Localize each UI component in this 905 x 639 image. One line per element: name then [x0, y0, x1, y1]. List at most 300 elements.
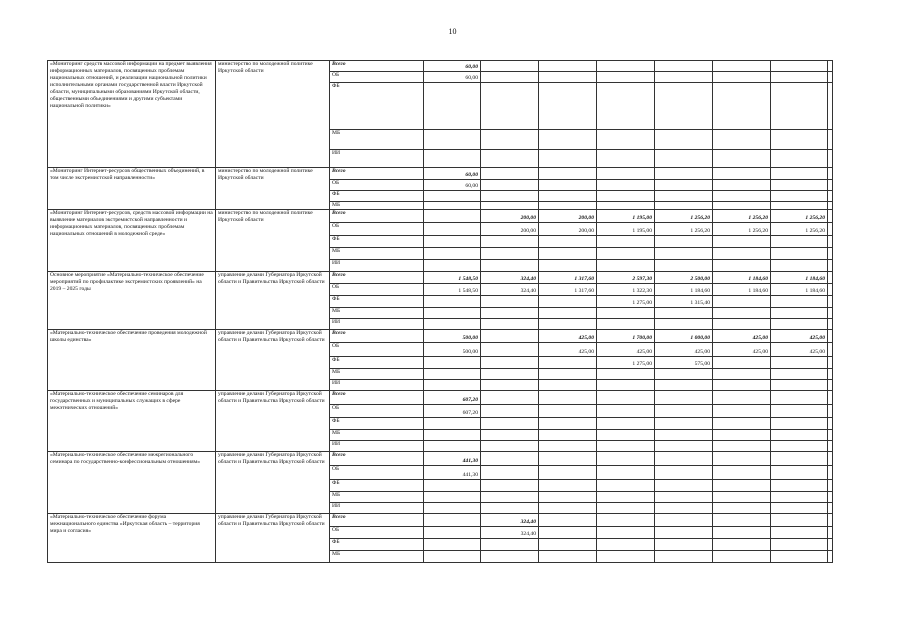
amount-cell: 1 256,20 — [771, 210, 828, 223]
funding-source: ОБ — [330, 466, 424, 480]
amount-cell — [655, 452, 713, 466]
funding-source: МБ — [330, 492, 424, 503]
funding-source: МБ — [330, 130, 424, 150]
amount-cell — [828, 236, 833, 248]
amount-cell — [597, 180, 655, 191]
activity-name: «Материально-техническое обеспечение проведения молодежной школы единства» — [48, 330, 216, 391]
responsible-org: управление делами Губернатора Иркутской области и Правительства Иркутской области — [216, 391, 330, 452]
amount-cell: 1 184,60 — [655, 284, 713, 296]
amount-cell — [539, 480, 597, 492]
amount-cell — [424, 236, 481, 248]
funding-source: Всего — [330, 514, 424, 527]
amount-cell — [539, 503, 597, 514]
amount-cell — [713, 296, 771, 308]
amount-cell — [539, 248, 597, 260]
amount-cell — [713, 260, 771, 272]
amount-cell: 1 195,00 — [597, 210, 655, 223]
amount-cell — [481, 380, 539, 391]
activity-name: Основное мероприятие «Материально-техническое обеспечение мероприятий по профилактике экстремистских проявлений» на 2019 – 2025 годы — [48, 272, 216, 330]
amount-cell — [655, 430, 713, 441]
amount-cell — [481, 236, 539, 248]
amount-cell: 1 184,60 — [713, 284, 771, 296]
amount-cell — [539, 539, 597, 551]
amount-cell — [771, 319, 828, 330]
amount-cell — [828, 272, 833, 284]
amount-cell — [481, 191, 539, 202]
amount-cell — [597, 480, 655, 492]
amount-cell — [771, 168, 828, 180]
amount-cell — [597, 418, 655, 430]
amount-cell — [771, 551, 828, 563]
funding-source: ФБ — [330, 191, 424, 202]
amount-cell — [828, 260, 833, 272]
amount-cell — [481, 150, 539, 168]
amount-cell: 60,00 — [424, 72, 481, 83]
amount-cell — [481, 83, 539, 130]
funding-source: МБ — [330, 308, 424, 319]
amount-cell: 607,20 — [424, 391, 481, 405]
amount-cell: 1 548,50 — [424, 284, 481, 296]
amount-cell — [655, 391, 713, 405]
amount-cell: 200,00 — [481, 223, 539, 236]
amount-cell — [771, 308, 828, 319]
amount-cell — [481, 260, 539, 272]
activity-name: «Мониторинг средств массовой информации на предмет выявления информационных материалов, посвященных проблемам национальных отношений, и реализации национальной политики исполнительными органами государственной власти Иркутской области, муниципальными образованиями Иркутской области, общественными объединениями и другими субъектами национальной политики» — [48, 61, 216, 168]
amount-cell — [828, 330, 833, 343]
page-number: 10 — [448, 27, 457, 36]
amount-cell — [481, 180, 539, 191]
amount-cell — [481, 391, 539, 405]
funding-source: ОБ — [330, 72, 424, 83]
amount-cell: 425,00 — [539, 343, 597, 357]
amount-cell — [481, 430, 539, 441]
amount-cell — [424, 130, 481, 150]
amount-cell — [828, 83, 833, 130]
amount-cell — [424, 308, 481, 319]
amount-cell — [481, 168, 539, 180]
funding-source: Всего — [330, 210, 424, 223]
amount-cell — [771, 452, 828, 466]
amount-cell — [771, 405, 828, 418]
amount-cell — [481, 369, 539, 380]
amount-cell: 441,30 — [424, 466, 481, 480]
amount-cell — [713, 441, 771, 452]
amount-cell — [597, 514, 655, 527]
amount-cell — [771, 180, 828, 191]
amount-cell — [597, 391, 655, 405]
amount-cell — [655, 369, 713, 380]
amount-cell — [424, 319, 481, 330]
amount-cell — [828, 72, 833, 83]
amount-cell — [655, 319, 713, 330]
amount-cell — [655, 260, 713, 272]
amount-cell — [655, 202, 713, 210]
amount-cell — [539, 514, 597, 527]
amount-cell — [424, 150, 481, 168]
amount-cell — [771, 130, 828, 150]
amount-cell — [713, 466, 771, 480]
activity-name: «Материально-техническое обеспечение семинаров для государственных и муниципальных служащих в сфере межэтнических отношений» — [48, 391, 216, 452]
funding-source: ФБ — [330, 480, 424, 492]
amount-cell — [424, 503, 481, 514]
amount-cell — [771, 369, 828, 380]
funding-source: ИИ — [330, 503, 424, 514]
funding-source: Всего — [330, 61, 424, 72]
amount-cell: 1 700,00 — [597, 330, 655, 343]
amount-cell — [713, 380, 771, 391]
table-row — [48, 168, 833, 180]
amount-cell — [771, 514, 828, 527]
amount-cell — [828, 527, 833, 539]
amount-cell — [597, 452, 655, 466]
amount-cell — [597, 83, 655, 130]
amount-cell: 1 275,00 — [597, 296, 655, 308]
amount-cell — [771, 296, 828, 308]
table-row — [48, 391, 833, 405]
amount-cell — [828, 369, 833, 380]
amount-cell — [481, 503, 539, 514]
funding-source: Всего — [330, 452, 424, 466]
amount-cell — [597, 405, 655, 418]
funding-source: Всего — [330, 272, 424, 284]
funding-source: Всего — [330, 391, 424, 405]
amount-cell — [539, 452, 597, 466]
amount-cell: 441,30 — [424, 452, 481, 466]
amount-cell: 324,40 — [481, 272, 539, 284]
amount-cell — [828, 466, 833, 480]
table-row — [48, 514, 833, 527]
amount-cell: 425,00 — [771, 330, 828, 343]
amount-cell — [539, 430, 597, 441]
table-row — [48, 330, 833, 343]
funding-source: ФБ — [330, 539, 424, 551]
responsible-org: управление делами Губернатора Иркутской области и Правительства Иркутской области — [216, 514, 330, 563]
amount-cell: 1 548,50 — [424, 272, 481, 284]
amount-cell — [771, 418, 828, 430]
amount-cell — [481, 319, 539, 330]
funding-source: ОБ — [330, 180, 424, 191]
funding-source: ИИ — [330, 260, 424, 272]
amount-cell: 425,00 — [713, 330, 771, 343]
amount-cell — [713, 369, 771, 380]
amount-cell — [424, 369, 481, 380]
amount-cell — [655, 492, 713, 503]
amount-cell — [424, 223, 481, 236]
amount-cell — [424, 296, 481, 308]
amount-cell — [481, 296, 539, 308]
amount-cell: 1 256,20 — [713, 223, 771, 236]
amount-cell: 60,00 — [424, 61, 481, 72]
amount-cell — [597, 130, 655, 150]
amount-cell — [424, 380, 481, 391]
amount-cell — [655, 61, 713, 72]
amount-cell — [481, 72, 539, 83]
amount-cell — [424, 191, 481, 202]
budget-table — [47, 60, 833, 563]
amount-cell — [424, 202, 481, 210]
amount-cell — [713, 130, 771, 150]
amount-cell: 575,00 — [655, 357, 713, 369]
amount-cell — [655, 466, 713, 480]
amount-cell: 1 275,00 — [597, 357, 655, 369]
amount-cell — [655, 503, 713, 514]
amount-cell — [539, 492, 597, 503]
amount-cell — [481, 480, 539, 492]
amount-cell — [713, 391, 771, 405]
amount-cell — [655, 150, 713, 168]
funding-source: ФБ — [330, 296, 424, 308]
amount-cell — [597, 168, 655, 180]
amount-cell — [828, 357, 833, 369]
amount-cell — [828, 539, 833, 551]
amount-cell — [597, 369, 655, 380]
amount-cell — [655, 539, 713, 551]
amount-cell — [539, 391, 597, 405]
amount-cell: 1 256,20 — [771, 223, 828, 236]
amount-cell — [828, 61, 833, 72]
amount-cell: 500,00 — [424, 343, 481, 357]
amount-cell — [771, 248, 828, 260]
amount-cell — [424, 83, 481, 130]
amount-cell — [771, 492, 828, 503]
amount-cell — [655, 130, 713, 150]
amount-cell — [828, 452, 833, 466]
amount-cell — [424, 527, 481, 539]
amount-cell — [481, 308, 539, 319]
amount-cell — [828, 296, 833, 308]
activity-name: «Мониторинг Интернет-ресурсов общественных объединений, в том числе экстремистской направленности» — [48, 168, 216, 210]
amount-cell — [713, 539, 771, 551]
amount-cell — [655, 551, 713, 563]
amount-cell — [655, 441, 713, 452]
amount-cell: 200,00 — [481, 210, 539, 223]
amount-cell — [828, 284, 833, 296]
amount-cell — [597, 466, 655, 480]
amount-cell — [597, 539, 655, 551]
funding-source: МБ — [330, 551, 424, 563]
amount-cell: 1 184,60 — [771, 284, 828, 296]
amount-cell — [771, 441, 828, 452]
amount-cell — [828, 319, 833, 330]
amount-cell: 1 195,00 — [597, 223, 655, 236]
amount-cell — [424, 357, 481, 369]
amount-cell: 1 317,60 — [539, 272, 597, 284]
responsible-org: министерство по молодежной политике Иркутской области — [216, 61, 330, 168]
amount-cell: 1 317,60 — [539, 284, 597, 296]
amount-cell — [597, 61, 655, 72]
amount-cell: 1 256,20 — [655, 210, 713, 223]
amount-cell — [828, 441, 833, 452]
amount-cell — [481, 61, 539, 72]
amount-cell — [713, 480, 771, 492]
funding-source: ОБ — [330, 405, 424, 418]
amount-cell: 425,00 — [713, 343, 771, 357]
amount-cell — [828, 248, 833, 260]
amount-cell — [655, 308, 713, 319]
amount-cell — [828, 430, 833, 441]
amount-cell — [713, 72, 771, 83]
amount-cell: 1 315,40 — [655, 296, 713, 308]
amount-cell — [713, 430, 771, 441]
amount-cell — [597, 503, 655, 514]
amount-cell — [771, 430, 828, 441]
amount-cell — [539, 72, 597, 83]
funding-source: ФБ — [330, 236, 424, 248]
amount-cell: 1 256,20 — [655, 223, 713, 236]
amount-cell — [481, 248, 539, 260]
amount-cell — [655, 83, 713, 130]
amount-cell — [539, 168, 597, 180]
amount-cell — [713, 61, 771, 72]
amount-cell — [771, 539, 828, 551]
amount-cell — [655, 248, 713, 260]
amount-cell — [655, 480, 713, 492]
amount-cell — [597, 380, 655, 391]
funding-source: ФБ — [330, 418, 424, 430]
funding-source: ФБ — [330, 357, 424, 369]
amount-cell: 1 184,60 — [771, 272, 828, 284]
table-row — [48, 61, 833, 72]
responsible-org: управление делами Губернатора Иркутской области и Правительства Иркутской области — [216, 272, 330, 330]
amount-cell: 2 500,00 — [655, 272, 713, 284]
amount-cell — [597, 202, 655, 210]
amount-cell — [481, 330, 539, 343]
activity-name: «Материально-техническое обеспечение форума межнационального единства «Иркутская область – территория мира и согласия» — [48, 514, 216, 563]
amount-cell — [713, 492, 771, 503]
amount-cell — [424, 248, 481, 260]
funding-source: ОБ — [330, 527, 424, 539]
amount-cell — [481, 441, 539, 452]
amount-cell — [481, 405, 539, 418]
amount-cell — [481, 539, 539, 551]
amount-cell — [828, 223, 833, 236]
amount-cell — [828, 130, 833, 150]
funding-source: ОБ — [330, 284, 424, 296]
amount-cell — [424, 514, 481, 527]
amount-cell: 425,00 — [771, 343, 828, 357]
table-row — [48, 452, 833, 466]
amount-cell — [481, 418, 539, 430]
amount-cell — [424, 551, 481, 563]
activity-name: «Мониторинг Интернет-ресурсов, средств массовой информации на выявление материалов экстремистской направленности и информационных материалов, посвященных проблемам национальных отношений в молодежной среде» — [48, 210, 216, 272]
amount-cell — [655, 514, 713, 527]
amount-cell — [713, 236, 771, 248]
amount-cell — [655, 72, 713, 83]
amount-cell — [655, 380, 713, 391]
amount-cell: 200,00 — [539, 210, 597, 223]
amount-cell — [539, 527, 597, 539]
amount-cell — [539, 380, 597, 391]
amount-cell — [771, 72, 828, 83]
table-row — [48, 272, 833, 284]
amount-cell: 500,00 — [424, 330, 481, 343]
amount-cell — [597, 308, 655, 319]
amount-cell — [539, 236, 597, 248]
amount-cell — [828, 150, 833, 168]
amount-cell — [424, 539, 481, 551]
amount-cell — [481, 343, 539, 357]
funding-source: ИИ — [330, 441, 424, 452]
amount-cell — [771, 236, 828, 248]
amount-cell — [771, 380, 828, 391]
funding-source: ИИ — [330, 380, 424, 391]
responsible-org: министерство по молодежной политике Иркутской области — [216, 210, 330, 272]
amount-cell — [828, 514, 833, 527]
funding-source: ИИ — [330, 150, 424, 168]
amount-cell — [771, 466, 828, 480]
amount-cell — [597, 150, 655, 168]
amount-cell — [424, 418, 481, 430]
amount-cell — [424, 260, 481, 272]
amount-cell — [655, 418, 713, 430]
amount-cell — [539, 441, 597, 452]
amount-cell — [424, 430, 481, 441]
responsible-org: управление делами Губернатора Иркутской области и Правительства Иркутской области — [216, 452, 330, 514]
amount-cell: 2 597,30 — [597, 272, 655, 284]
amount-cell: 324,40 — [481, 527, 539, 539]
amount-cell — [539, 130, 597, 150]
amount-cell — [771, 357, 828, 369]
amount-cell — [597, 260, 655, 272]
amount-cell — [481, 551, 539, 563]
amount-cell — [597, 430, 655, 441]
amount-cell — [713, 202, 771, 210]
funding-source: Всего — [330, 330, 424, 343]
amount-cell: 324,40 — [481, 514, 539, 527]
amount-cell — [828, 503, 833, 514]
amount-cell — [539, 191, 597, 202]
amount-cell — [539, 202, 597, 210]
funding-source: ОБ — [330, 223, 424, 236]
amount-cell — [828, 391, 833, 405]
amount-cell — [713, 551, 771, 563]
amount-cell — [655, 180, 713, 191]
amount-cell — [771, 202, 828, 210]
amount-cell — [539, 260, 597, 272]
amount-cell: 1 184,60 — [713, 272, 771, 284]
amount-cell — [828, 191, 833, 202]
amount-cell — [828, 210, 833, 223]
amount-cell — [539, 296, 597, 308]
amount-cell — [713, 180, 771, 191]
amount-cell — [828, 168, 833, 180]
amount-cell — [481, 492, 539, 503]
amount-cell — [539, 357, 597, 369]
amount-cell — [713, 191, 771, 202]
amount-cell: 200,00 — [539, 223, 597, 236]
amount-cell: 425,00 — [655, 343, 713, 357]
amount-cell — [539, 150, 597, 168]
amount-cell — [655, 191, 713, 202]
amount-cell — [481, 452, 539, 466]
amount-cell — [539, 319, 597, 330]
amount-cell — [597, 319, 655, 330]
amount-cell — [828, 380, 833, 391]
amount-cell — [597, 72, 655, 83]
amount-cell — [828, 405, 833, 418]
amount-cell — [655, 527, 713, 539]
funding-source: МБ — [330, 369, 424, 380]
amount-cell: 425,00 — [597, 343, 655, 357]
amount-cell — [771, 260, 828, 272]
amount-cell: 425,00 — [539, 330, 597, 343]
amount-cell — [597, 551, 655, 563]
amount-cell: 1 000,00 — [655, 330, 713, 343]
amount-cell — [828, 180, 833, 191]
funding-source: ОБ — [330, 343, 424, 357]
amount-cell: 60,00 — [424, 180, 481, 191]
amount-cell — [539, 551, 597, 563]
